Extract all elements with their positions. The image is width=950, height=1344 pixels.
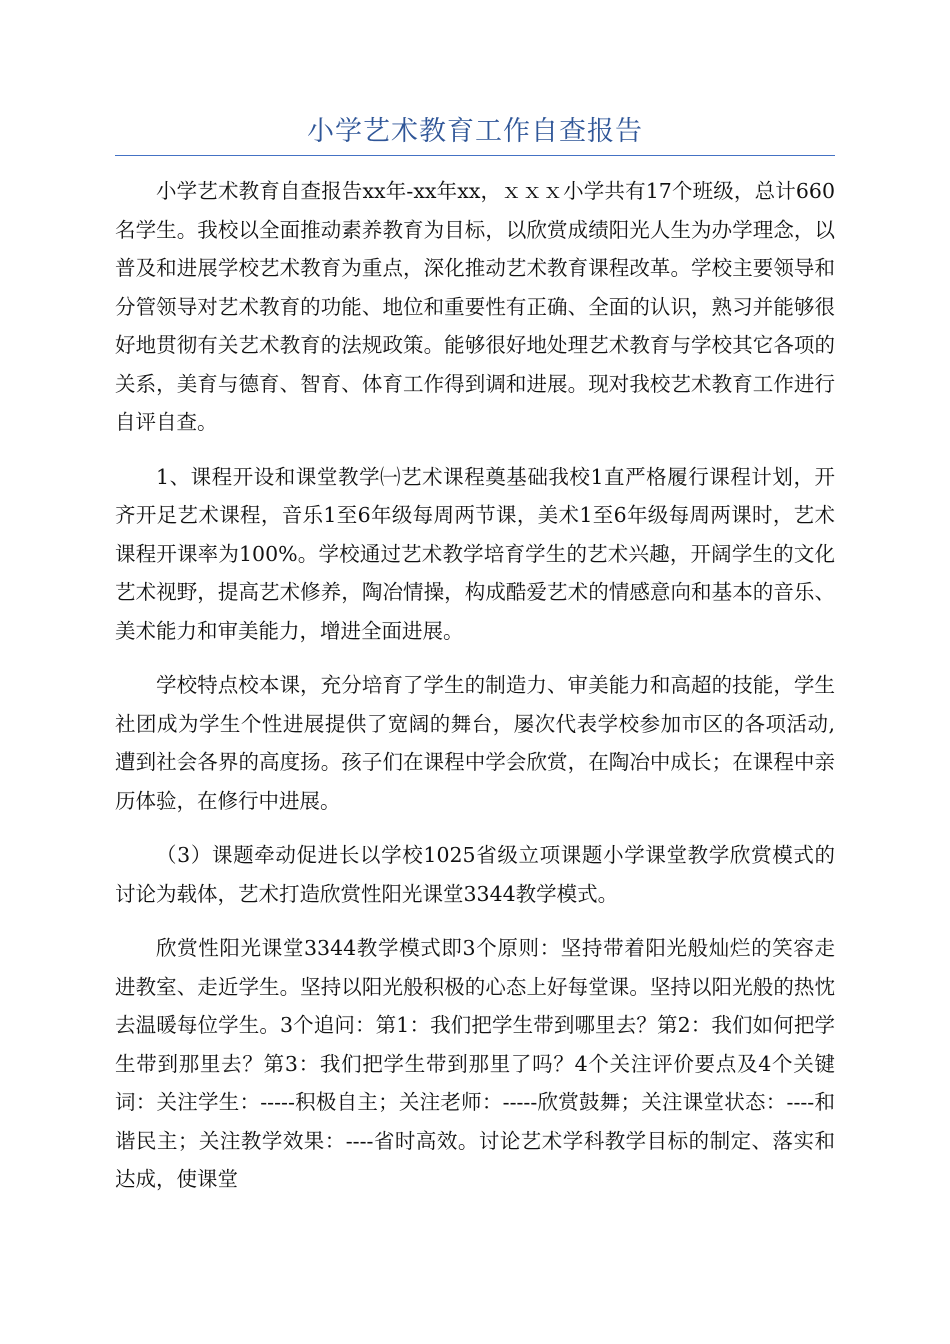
paragraph-curriculum: 1、课程开设和课堂教学㈠艺术课程奠基础我校1直严格履行课程计划，开齐开足艺术课程，音乐1至6年级每周两节课，美术1至6年级每周两课时，艺术课程开课率为100%。学校通过艺术教学培育学生的艺术兴趣，开阔学生的文化艺术视野，提高艺术修养，陶冶情操，构成酷爱艺术的情感意向和基本的音乐、美术能力和审美能力，增进全面进展。: [115, 464, 835, 643]
title-underline: [115, 155, 835, 156]
paragraph-intro: 小学艺术教育自查报告xx年-xx年xx，ｘｘｘ小学共有17个班级，总计660名学生。我校以全面推动素养教育为目标，以欣赏成绩阳光人生为办学理念，以普及和进展学校艺术教育为重点，深化推动艺术教育课程改革。学校主要领导和分管领导对艺术教育的功能、地位和重要性有正确、全面的认识，熟习并能够很好地贯彻有关艺术教育的法规政策。能够很好地处理艺术教育与学校其它各项的关系，美育与德育、智育、体育工作得到调和进展。现对我校艺术教育工作进行自评自查。: [115, 179, 835, 434]
paragraph-teaching-model: 欣赏性阳光课堂3344教学模式即3个原则：坚持带着阳光般灿烂的笑容走进教室、走近学生。坚持以阳光般积极的心态上好每堂课。坚持以阳光般的热忱去温暖每位学生。3个追问：第1：我们把学生带到哪里去？第2：我们如何把学生带到那里去？第3：我们把学生带到那里了吗？4个关注评价要点及4个关键词：关注学生：-----积极自主；关注老师：-----欣赏鼓舞；关注课堂状态：----和谐民主；关注教学效果：----省时高效。讨论艺术学科教学目标的制定、落实和达成，使课堂: [115, 936, 835, 1191]
paragraph-research-project: （3）课题牵动促进长以学校1025省级立项课题小学课堂教学欣赏模式的讨论为载体，艺术打造欣赏性阳光课堂3344教学模式。: [115, 843, 835, 906]
document-title: 小学艺术教育工作自查报告: [307, 116, 643, 147]
document-body: [115, 172, 835, 1215]
paragraph-school-courses: 学校特点校本课，充分培育了学生的制造力、审美能力和高超的技能，学生社团成为学生个性进展提供了宽阔的舞台，屡次代表学校参加市区的各项活动,遭到社会各界的高度扬。孩子们在课程中学会欣赏，在陶冶中成长；在课程中亲历体验，在修行中进展。: [115, 673, 835, 813]
